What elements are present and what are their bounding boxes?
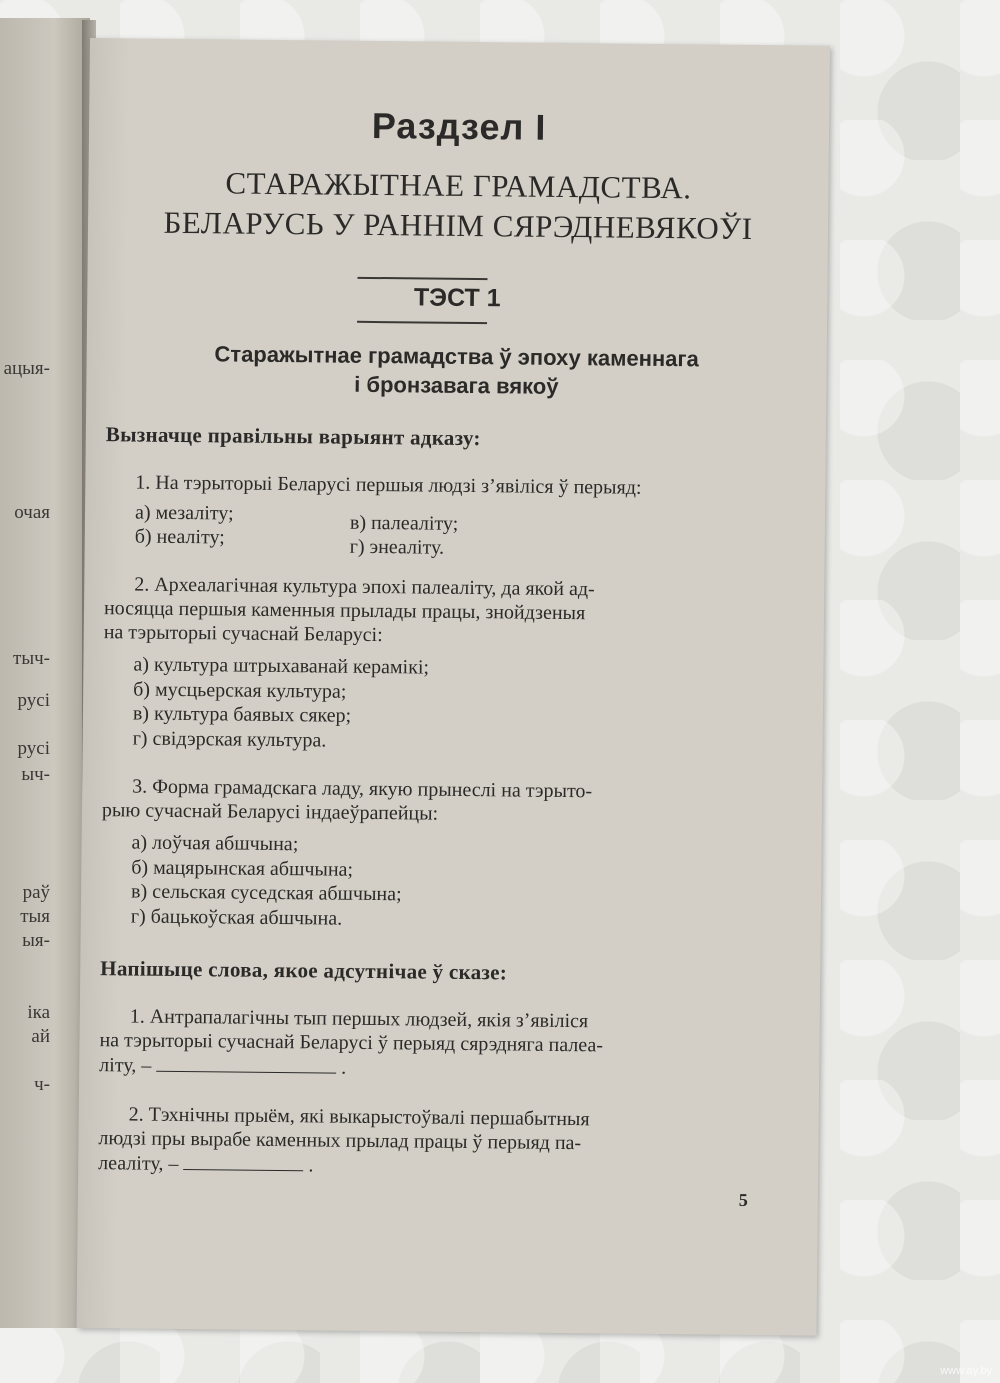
- option-a: а) культура штрыхаванай керамікі;: [133, 653, 430, 679]
- topic-line: і бронзавага вякоў: [354, 371, 559, 399]
- left-page-fragment: ч-: [34, 1074, 50, 1095]
- left-page-fragment: іка: [27, 1002, 50, 1023]
- section-title: Раздзел I: [371, 104, 547, 148]
- question-text: 1. Антрапалагічны тып першых людзей, якія з’явіліся: [129, 1005, 589, 1033]
- option-c: в) культура баявых сякер;: [132, 702, 352, 727]
- left-page-fragment: ыя-: [22, 930, 50, 951]
- question-text: леаліту, –: [98, 1152, 179, 1175]
- option-b: б) неаліту;: [134, 525, 225, 549]
- left-page-edge: [0, 18, 90, 1328]
- left-page-fragment: раў: [22, 882, 50, 903]
- left-page-fragment: ыч-: [21, 764, 50, 785]
- answer-blank[interactable]: [183, 1151, 303, 1171]
- question-text: людзі пры вырабе каменных прылад працы ў перыяд па-: [98, 1127, 582, 1155]
- option-c: в) сельская суседская абшчына;: [130, 880, 402, 906]
- question-text: 3. Форма грамадскага ладу, якую прынеслі на тэрыто-: [132, 775, 593, 803]
- option-d: г) энеаліту.: [349, 535, 445, 559]
- question-text: .: [308, 1154, 314, 1177]
- fill-question-2: [98, 1102, 739, 1182]
- option-d: г) бацькоўская абшчына.: [130, 904, 343, 930]
- option-b: б) мацярынская абшчына;: [131, 855, 354, 881]
- option-a: а) лоўчая абшчына;: [131, 831, 299, 856]
- question-text-last: [99, 1052, 739, 1084]
- left-page-fragment: русі: [17, 690, 50, 711]
- part-title: [88, 162, 829, 250]
- instruction-choose: Вызначце правільны варыянт адказу:: [105, 422, 481, 451]
- left-page-fragment: ай: [31, 1026, 50, 1047]
- question-3: [102, 774, 742, 829]
- options-list: [133, 652, 430, 753]
- topic-title: [86, 338, 827, 404]
- question-text: 2. Археалагічная культура эпохі палеаліту, да якой ад-: [134, 573, 595, 601]
- fill-question-1: [99, 1004, 740, 1084]
- question-text: .: [341, 1056, 347, 1079]
- question-text-last: [98, 1150, 738, 1182]
- left-page-fragment: ацыя-: [3, 358, 50, 379]
- question-text: носяцца першыя каменныя прылады працы, знойдзеныя: [103, 597, 586, 625]
- option-c: в) палеаліту;: [349, 511, 459, 535]
- instruction-fill: Напішыце слова, якое адсутнічае ў сказе:: [100, 956, 508, 985]
- option-b: б) мусцьерская культура;: [133, 677, 347, 703]
- part-title-line: СТАРАЖЫТНАЕ ГРАМАДСТВА.: [225, 165, 692, 206]
- left-page-fragment: тыч-: [13, 648, 50, 669]
- option-d: г) свідэрская культура.: [132, 726, 327, 752]
- divider-rule: [357, 277, 487, 280]
- left-page-fragment: тыя: [20, 906, 50, 927]
- part-title-line: БЕЛАРУСЬ У РАННІМ СЯРЭДНЕВЯКОЎІ: [163, 204, 753, 246]
- question-text: на тэрыторыі сучаснай Беларусі:: [103, 621, 383, 647]
- page-number: 5: [738, 1189, 748, 1210]
- answer-blank[interactable]: [156, 1053, 336, 1074]
- question-text: літу, –: [99, 1054, 152, 1077]
- topic-line: Старажытнае грамадства ў эпоху каменнага: [214, 341, 700, 372]
- question-text: 2. Тэхнічны прыём, які выкарыстоўвалі першабытныя: [128, 1103, 590, 1131]
- left-page-fragment: русі: [17, 738, 50, 759]
- option-a: а) мезаліту;: [134, 501, 234, 525]
- book-page: [76, 38, 829, 1336]
- question-text: на тэрыторыі сучаснай Беларусі ў перыяд сярэдняга палеа-: [99, 1029, 604, 1057]
- question-text: рыю сучаснай Беларусі індаеўрапейцы:: [101, 799, 439, 825]
- options-list: [131, 830, 403, 931]
- question-2: [104, 572, 745, 651]
- left-page-fragment: очая: [14, 502, 50, 523]
- divider-rule: [357, 321, 487, 324]
- question-text: 1. На тэрыторыі Беларусі першыя людзі з’явіліся ў перыяд:: [135, 471, 642, 499]
- test-title: ТЭСТ 1: [413, 283, 501, 313]
- watermark: www.ay.by: [940, 1365, 992, 1377]
- question-1: [105, 470, 745, 501]
